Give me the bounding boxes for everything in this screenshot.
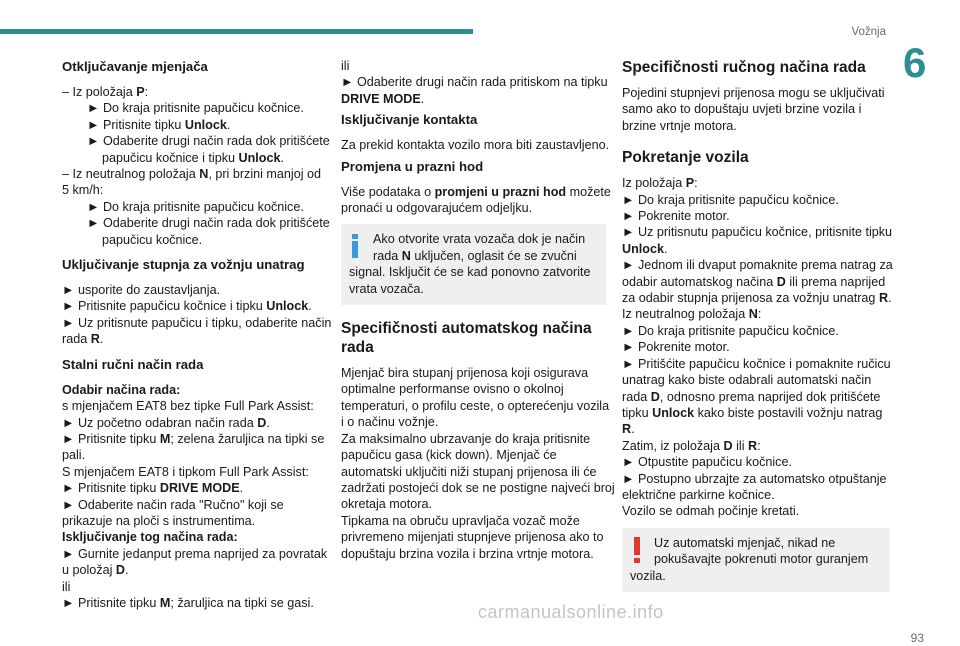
text-line: Iz položaja P: <box>622 176 698 191</box>
heading-moving-off: Pokretanje vozila <box>622 149 749 167</box>
text-line: optimalne performanse ovisno o okolnoj <box>341 382 564 397</box>
step-line: ► Odaberite način rada "Ručno" koji se <box>62 497 284 512</box>
text-line: u položaj D. <box>62 563 129 578</box>
note-line: rada N uključen, oglasit će se zvučni <box>373 248 577 263</box>
warning-note <box>622 528 890 592</box>
heading-manual-mode: Specifičnosti ručnog načina rada <box>622 59 866 76</box>
text-line: za odabir stupnja prijenosa za vožnju unatrag R. <box>622 291 892 306</box>
step-line: papučicu kočnice i tipku Unlock. <box>102 150 285 165</box>
note-line: signal. Isključit će se kad ponovno zatvorite <box>349 265 591 280</box>
heading-automatic-mode: Specifičnosti automatskog načina rada <box>341 320 592 357</box>
step-line: ► Jednom ili dvaput pomaknite prema natrag za <box>622 258 893 273</box>
step-line: ► Odaberite drugi način rada dok pritišćete <box>87 134 330 149</box>
heading-reverse-gear: Uključivanje stupnja za vožnju unatrag <box>62 257 305 273</box>
text-line: R. <box>622 422 635 437</box>
text-line: Mjenjač bira stupanj prijenosa koji osigurava <box>341 366 589 381</box>
text-line: automatski uključiti niži stupanj prijenosa ili će <box>341 464 597 479</box>
warning-exclamation-icon <box>632 536 642 564</box>
step-line: ► Uz pritisnutu papučicu kočnice, pritisnite tipku <box>622 225 893 240</box>
step-line: ► Do kraja pritisnite papučicu kočnice. <box>622 323 839 338</box>
text-line: električne parkirne kočnice. <box>622 487 775 502</box>
header-accent-bar <box>0 29 473 34</box>
info-icon <box>349 233 361 259</box>
text-line: zadržati postojeći dok se ne postigne najveći broj <box>341 480 615 495</box>
text-line: brzine vrtnje motora. <box>622 118 737 133</box>
step-line: ► Uz početno odabran način rada D. <box>62 415 270 430</box>
note-line: vrata vozača. <box>349 281 424 296</box>
text-line: Pojedini stupnjevi prijenosa mogu se uključivati <box>622 86 885 100</box>
text-line: s mjenjačem EAT8 bez tipke Full Park Assist: <box>62 399 314 414</box>
step-line: ► Pokrenite motor. <box>622 209 730 224</box>
step-line: ► usporite do zaustavljanja. <box>62 283 221 298</box>
text-line: pronaći u odgovarajućem odjeljku. <box>341 201 533 216</box>
column-right <box>622 58 893 592</box>
text-line: Više podataka o promjeni u prazni hod možete <box>341 184 611 199</box>
step-line: 5 km/h: <box>62 183 104 198</box>
step-line: ► Do kraja pritisnite papučicu kočnice. <box>87 199 304 214</box>
text-line: Za maksimalno ubrzavanje do kraja pritisnite <box>341 431 591 446</box>
step-line: ► Postupno ubrzajte za automatsko otpuštanje <box>622 471 887 486</box>
note-line: Ako otvorite vrata vozača dok je način <box>373 232 586 247</box>
watermark: carmanualsonline.info <box>478 602 664 622</box>
column-middle <box>341 58 615 562</box>
heading-gearbox-unlock: Otključavanje mjenjača <box>62 59 208 74</box>
step-line: ► Pritisnite tipku M; zelena žaruljica na tipki se <box>62 431 325 446</box>
text-line: papučicu gasa (kick down). Mjenjač će <box>341 448 557 463</box>
text-line: dopuštaju brzina vozila i brzina vrtnje motora. <box>341 546 594 561</box>
text-line: Zatim, iz položaja D ili R: <box>622 438 761 453</box>
column-left <box>62 58 332 611</box>
text-line: ili <box>62 579 71 594</box>
step-line: ► Uz pritisnute papučicu i tipku, odaberite način <box>62 315 332 330</box>
step-line: – Iz neutralnog položaja N, pri brzini manjoj od <box>62 167 322 182</box>
text-line: Iz neutralnog položaja N: <box>622 307 762 322</box>
step-line: – Iz položaja P: <box>62 85 149 99</box>
subheading: Odabir načina rada: <box>62 382 181 397</box>
step-line: ► Pritisnite tipku M; žaruljica na tipki se gasi. <box>62 595 314 610</box>
text-line: Unlock. <box>622 241 668 256</box>
text-line: prikazuje na ploči s instrumentima. <box>62 513 256 528</box>
step-line: ► Pritišćite papučicu kočnice i pomaknite ručicu <box>622 356 891 371</box>
text-line: okretaja motora. <box>341 497 432 512</box>
text-line: privremeno mijenjati stupnjeve prijenosa ako to <box>341 530 604 545</box>
text-line: temperaturi, o profilu ceste, o opterećenju vozila <box>341 398 610 413</box>
text-line: DRIVE MODE. <box>341 91 425 106</box>
step-line: ► Pritisnite tipku Unlock. <box>87 117 231 132</box>
note-line: vozila. <box>630 568 666 583</box>
step-line: ► Pokrenite motor. <box>622 340 730 355</box>
step-line: ► Pritisnite tipku DRIVE MODE. <box>62 481 244 496</box>
page-number: 93 <box>910 630 924 645</box>
step-line: ► Pritisnite papučicu kočnice i tipku Unlock. <box>62 299 312 314</box>
heading-shift-to-neutral: Promjena u prazni hod <box>341 158 484 174</box>
subheading: Isključivanje tog načina rada: <box>62 530 238 545</box>
step-line: ► Do kraja pritisnite papučicu kočnice. <box>622 192 839 207</box>
text-line: S mjenjačem EAT8 i tipkom Full Park Assist: <box>62 464 309 479</box>
text-line: rada D, odnosno prema naprijed dok pritišćete <box>622 389 881 404</box>
text-line: Tipkama na obruču upravljača vozač može <box>341 513 580 528</box>
step-line: ► Gurnite jedanput prema naprijed za povratak <box>62 546 328 561</box>
text-line: unatrag kako biste odabrali automatski način <box>622 373 872 388</box>
info-note <box>341 224 606 305</box>
chapter-number: 6 <box>903 39 927 86</box>
heading-permanent-manual-mode: Stalni ručni način rada <box>62 356 204 372</box>
text-line: odabir automatskog načina D ili prema naprijed <box>622 274 886 289</box>
heading-ignition-off: Isključivanje kontakta <box>341 112 478 128</box>
note-line: pokušavajte pokrenuti motor guranjem <box>654 552 869 567</box>
step-line: papučicu kočnice. <box>102 232 203 247</box>
text-line: ili <box>341 59 350 73</box>
step-line: ► Odaberite drugi način rada pritiskom na tipku <box>341 75 608 90</box>
section-title: Vožnja <box>851 26 886 38</box>
text-line: Za prekid kontakta vozilo mora biti zaustavljeno. <box>341 138 610 153</box>
text-line: Vozilo se odmah počinje kretati. <box>622 504 800 519</box>
step-line: ► Otpustite papučicu kočnice. <box>622 455 792 470</box>
step-line: ► Odaberite drugi način rada dok pritišćete <box>87 216 330 231</box>
text-line: tipku Unlock kako biste postavili vožnju natrag <box>622 405 883 420</box>
text-line: pali. <box>62 448 86 463</box>
step-line: rada R. <box>62 332 104 347</box>
text-line: samo ako to dopuštaju uvjeti brzine vozila i <box>622 102 862 117</box>
step-line: ► Do kraja pritisnite papučicu kočnice. <box>87 101 304 116</box>
text-line: i o načinu vožnje. <box>341 415 439 430</box>
note-line: Uz automatski mjenjač, nikad ne <box>654 535 836 550</box>
